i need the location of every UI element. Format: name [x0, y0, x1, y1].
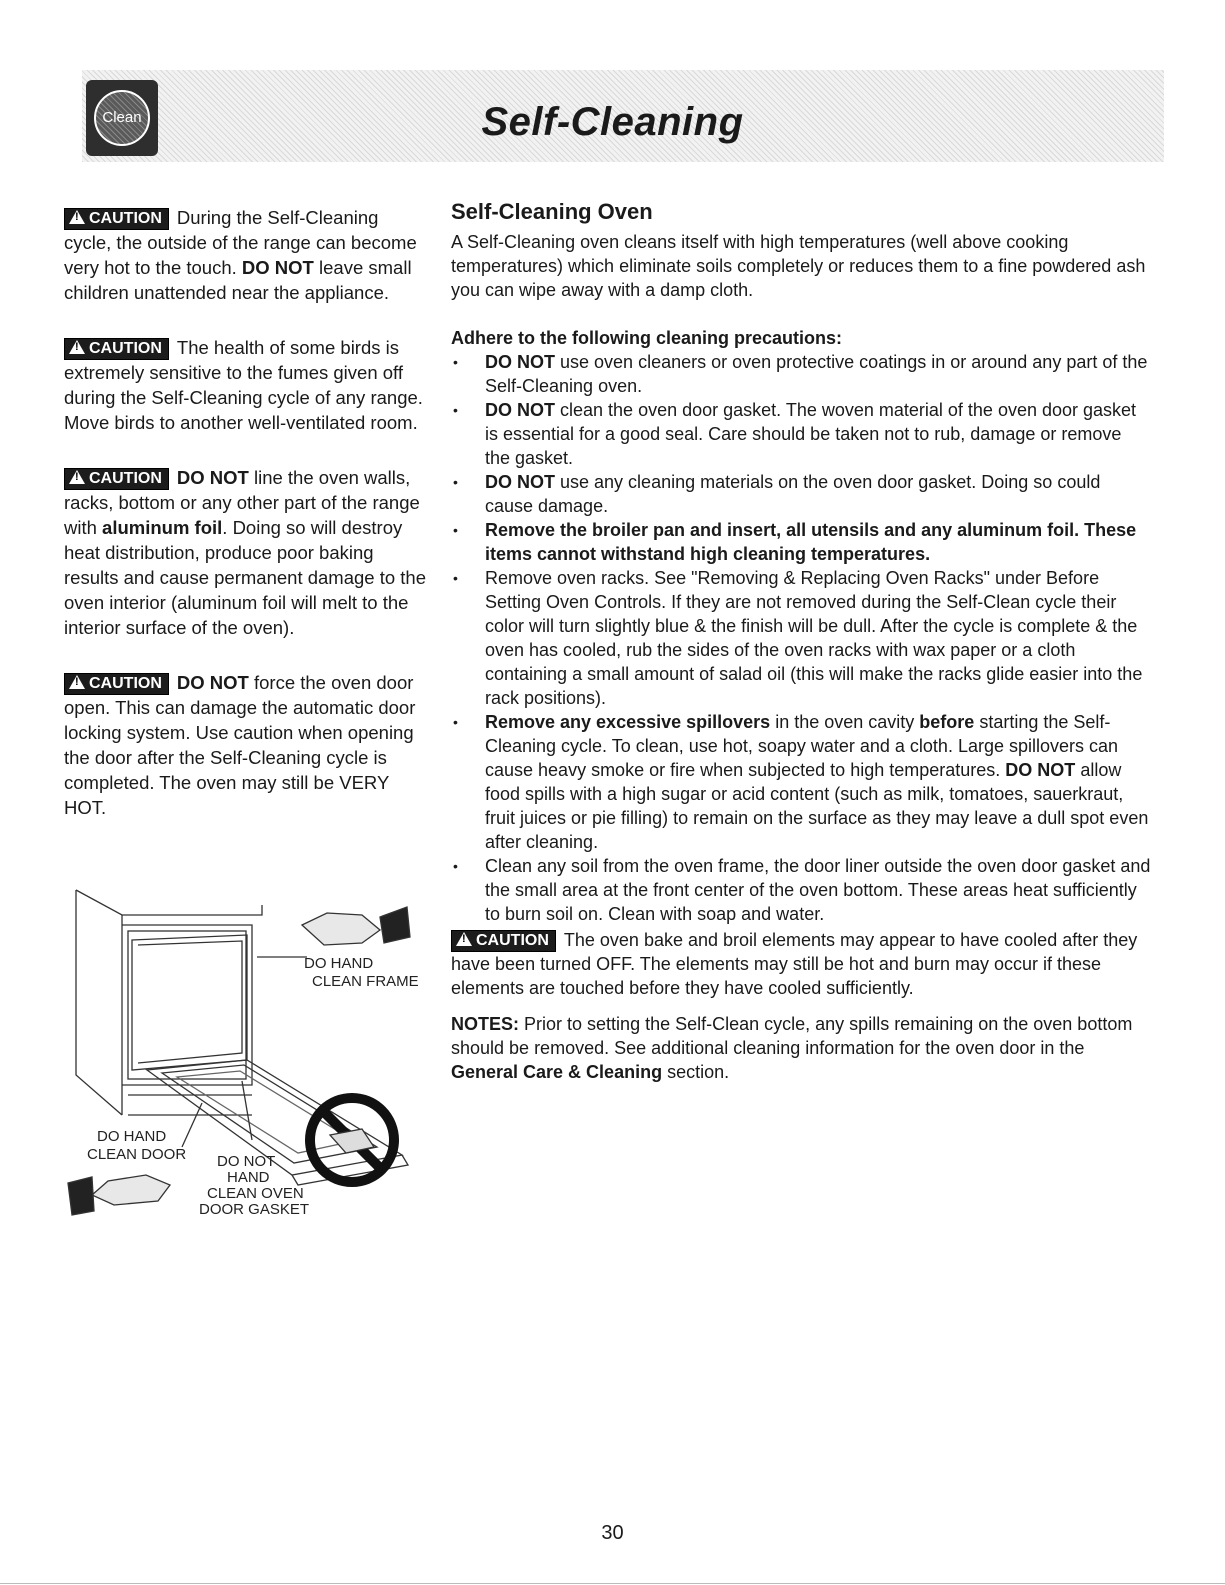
intro-paragraph: A Self-Cleaning oven cleans itself with high temperatures (well above cooking temperatures) which eliminate soils completely or reduces them to a fine powdered ash you can wipe away with a damp cloth.	[451, 232, 1146, 300]
list-item: • Clean any soil from the oven frame, the door liner outside the oven door gasket and the small area at the front center of the oven bottom. These areas heat sufficiently to burn soil on. Clean with soap and water.	[453, 856, 1151, 924]
label-gasket-4: DOOR GASKET	[199, 1201, 310, 1218]
caution-text: force the oven door open. This can damage the automatic door locking system. Use caution when opening the door after the Self-Cleaning cycle is completed. The oven may still be VERY HOT.	[64, 672, 416, 818]
caution-text: During the Self-Cleaning cycle, the outside of the range can become very hot to the touch.	[64, 207, 417, 278]
bullet-icon: •	[453, 402, 458, 418]
section-title: Self-Cleaning Oven	[451, 199, 653, 224]
caution-elements	[451, 928, 1151, 1000]
bullet-icon: •	[453, 858, 458, 874]
list-item: • DO NOT clean the oven door gasket. The woven material of the oven door gasket is essential for a good seal. Care should be taken not to rub, damage or remove the gasket.	[453, 400, 1137, 468]
list-item: • DO NOT use any cleaning materials on the oven door gasket. Doing so could cause damage.	[453, 472, 1101, 516]
notes-section-ref: General Care & Cleaning	[451, 1062, 663, 1082]
warning-triangle-icon	[69, 210, 85, 224]
bullet-icon: •	[453, 522, 458, 538]
page-title: Self-Cleaning	[481, 100, 744, 144]
caution-badge: !CAUTION	[64, 468, 169, 490]
caution-foil	[64, 465, 426, 640]
list-item: • Remove oven racks. See "Removing & Replacing Oven Racks" under Before Setting Oven Controls. If they are not removed during the Self-Clean cycle their color will turn slightly blue & the finish will be dull. After the cycle is complete & the oven has cooled, rub the sides of the oven racks with wax paper or a cloth containing a small amount of salad oil (this will make the racks glide easier into the rack positions).	[453, 568, 1143, 708]
caution-badge: !CAUTION	[64, 338, 169, 360]
caution-text: line the oven walls, racks, bottom or any other part of the range with	[64, 467, 420, 538]
caution-badge: !CAUTION	[451, 930, 556, 952]
right-column	[451, 200, 1151, 1102]
warning-triangle-icon	[456, 932, 472, 946]
label-frame-2: CLEAN FRAME	[312, 973, 419, 990]
bullet-icon: •	[453, 474, 458, 490]
notes-paragraph: NOTES: Prior to setting the Self-Clean cycle, any spills remaining on the oven bottom should be removed. See additional cleaning information for the oven door in the General Care & Cleaning section.	[451, 1014, 1133, 1082]
label-door-1: DO HAND	[97, 1128, 167, 1145]
label-frame-1: DO HAND	[304, 955, 374, 972]
list-item: • Remove any excessive spillovers in the oven cavity before starting the Self-Cleaning cycle. To clean, use hot, soapy water and a cloth. Large spillovers can cause heavy smoke or fire when subjected to high temperatures. DO NOT allow food spills with a high sugar or acid content (such as milk, tomatoes, sauerkraut, fruit juices or pie filling) to remain on the surface as they may leave a dull spot even after cleaning.	[453, 712, 1149, 852]
warning-triangle-icon	[69, 675, 85, 689]
precautions-list	[451, 350, 1151, 926]
precautions-heading: Adhere to the following cleaning precautions:	[451, 328, 843, 348]
caution-badge: !CAUTION	[64, 673, 169, 695]
caution-text: . Doing so will destroy heat distribution, produce poor baking results and cause permanent damage to the oven interior (aluminum foil will melt to the interior surface of the oven).	[64, 517, 427, 638]
caution-emphasis: DO NOT	[176, 672, 249, 693]
caution-text: leave small children unattended near the appliance.	[64, 257, 412, 303]
list-item: • Remove the broiler pan and insert, all utensils and any aluminum foil. These items cannot withstand high cleaning temperatures.	[453, 520, 1137, 564]
label-gasket-3: CLEAN OVEN	[207, 1185, 304, 1202]
caution-emphasis: DO NOT	[176, 467, 249, 488]
list-item: • DO NOT use oven cleaners or oven protective coatings in or around any part of the Self-Cleaning oven.	[453, 352, 1148, 396]
left-column	[64, 205, 426, 850]
caution-birds	[64, 335, 426, 435]
oven-illustration	[62, 885, 442, 1225]
bullet-icon: •	[453, 354, 458, 370]
caution-text: The health of some birds is extremely sensitive to the fumes given off during the Self-Cleaning cycle of any range. Move birds to another well-ventilated room.	[64, 337, 423, 433]
caution-door	[64, 670, 426, 820]
bottom-divider	[0, 1583, 1225, 1584]
caution-badge: !CAUTION	[64, 208, 169, 230]
bullet-icon: •	[453, 570, 458, 586]
caution-text: The oven bake and broil elements may appear to have cooled after they have been turned OFF. The elements may still be hot and burn may occur if these elements are touched before they have cooled sufficiently.	[451, 930, 1138, 998]
clean-icon-label: Clean	[94, 90, 150, 146]
caution-emphasis: DO NOT	[241, 257, 314, 278]
label-door-2: CLEAN DOOR	[87, 1146, 187, 1163]
label-gasket-1: DO NOT	[217, 1153, 276, 1170]
warning-triangle-icon	[69, 470, 85, 484]
caution-children	[64, 205, 426, 305]
caution-emphasis: aluminum foil	[102, 517, 223, 538]
label-gasket-2: HAND	[227, 1169, 270, 1186]
bullet-icon: •	[453, 714, 458, 730]
notes-label: NOTES:	[451, 1014, 520, 1034]
page-number: 30	[601, 1522, 624, 1544]
warning-triangle-icon	[69, 340, 85, 354]
